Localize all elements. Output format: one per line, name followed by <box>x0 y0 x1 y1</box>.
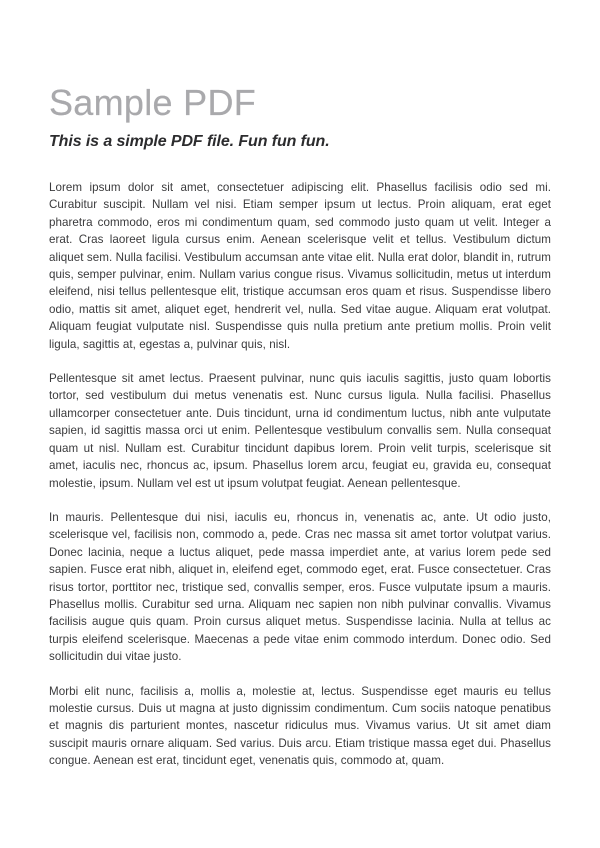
body-paragraph: Morbi elit nunc, facilisis a, mollis a, molestie at, lectus. Suspendisse eget mauris eu tellus molestie cursus. Duis ut magna at justo dignissim condimentum. Cum sociis natoque penatibus et magnis dis parturient montes, nascetur ridiculus mus. Vivamus varius. Ut sit amet diam suscipit mauris ornare aliquam. Sed varius. Duis arcu. Etiam tristique massa eget dui. Phasellus congue. Aenean est erat, tincidunt eget, venenatis quis, commodo at, quam. <box>49 684 551 768</box>
body-paragraph: In mauris. Pellentesque dui nisi, iaculis eu, rhoncus in, venenatis ac, ante. Ut odio justo, scelerisque vel, facilisis non, commodo a, pede. Cras nec massa sit amet tortor volutpat varius. Donec lacinia, neque a luctus aliquet, pede massa imperdiet ante, at varius lorem pede sed sapien. Fusce erat nibh, aliquet in, eleifend eget, commodo eget, erat. Fusce consectetuer. Cras risus tortor, porttitor nec, tristique sed, convallis semper, eros. Fusce vulputate ipsum a mauris. Phasellus mollis. Curabitur sed urna. Aliquam nec sapien non nibh pulvinar convallis. Vivamus facilisis augue quis quam. Proin cursus aliquet metus. Suspendisse lacinia. Nulla at tellus ac turpis eleifend scelerisque. Maecenas a pede vitae enim commodo interdum. Donec odio. Sed sollicitudin dui vitae justo. <box>49 510 551 664</box>
document-body <box>49 152 551 770</box>
page-title: Sample PDF <box>49 82 257 123</box>
page-subtitle: This is a simple PDF file. Fun fun fun. <box>49 133 330 150</box>
body-paragraph: Lorem ipsum dolor sit amet, consectetuer adipiscing elit. Phasellus facilisis odio sed mi. Curabitur suscipit. Nullam vel nisi. Etiam semper ipsum ut lectus. Proin aliquam, erat eget pharetra commodo, eros mi condimentum quam, sed commodo justo quam ut velit. Integer a erat. Cras laoreet ligula cursus enim. Aenean scelerisque velit et tellus. Vestibulum dictum aliquet sem. Nulla facilisi. Vestibulum accumsan ante vitae elit. Nulla erat dolor, blandit in, rutrum quis, semper pulvinar, enim. Nullam varius congue risus. Vivamus sollicitudin, metus ut interdum eleifend, nisi tellus pellentesque elit, tristique accumsan eros quam et risus. Suspendisse libero odio, mattis sit amet, aliquet eget, hendrerit vel, nulla. Sed vitae augue. Aliquam erat volutpat. Aliquam feugiat vulputate nisl. Suspendisse quis nulla pretium ante pretium mollis. Proin velit ligula, sagittis at, egestas a, pulvinar quis, nisl. <box>49 181 551 351</box>
body-paragraph: Pellentesque sit amet lectus. Praesent pulvinar, nunc quis iaculis sagittis, justo quam lobortis tortor, sed vestibulum dui metus venenatis est. Nunc cursus ligula. Nulla facilisi. Phasellus ullamcorper consectetuer ante. Duis tincidunt, urna id condimentum luctus, nibh ante vulputate sapien, id sagittis massa orci ut enim. Pellentesque vestibulum convallis sem. Nulla consequat quam ut nisl. Nullam est. Curabitur tincidunt dapibus lorem. Proin velit turpis, scelerisque sit amet, iaculis nec, rhoncus ac, ipsum. Phasellus lorem arcu, feugiat eu, gravida eu, consequat molestie, ipsum. Nullam vel est ut ipsum volutpat feugiat. Aenean pellentesque. <box>49 372 551 490</box>
document-content <box>49 0 551 770</box>
